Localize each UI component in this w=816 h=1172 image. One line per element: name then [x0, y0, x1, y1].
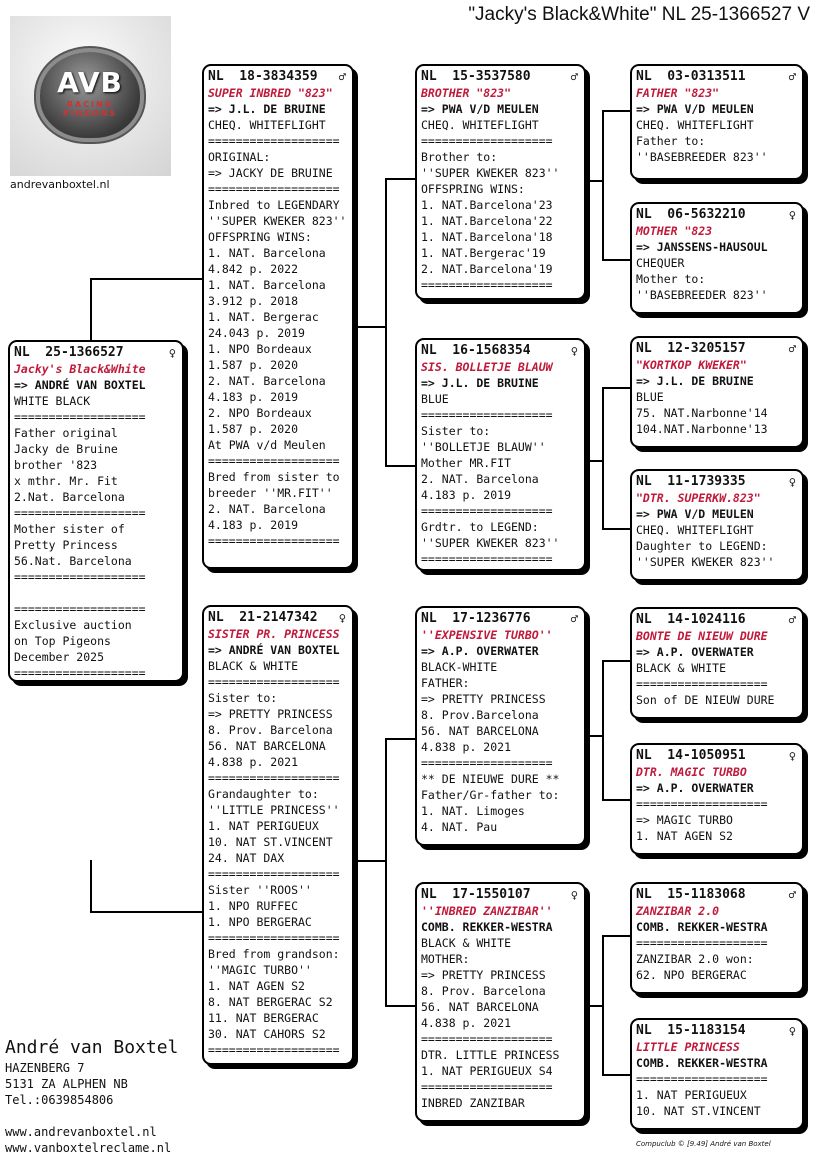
- pedigree-line: 2. NPO Bordeaux: [208, 406, 312, 420]
- pedigree-line: WHITE BLACK: [14, 394, 91, 408]
- pedigree-line: ===================: [14, 666, 146, 680]
- pigeon-card-subject: [8, 340, 184, 682]
- female-icon: ♀: [168, 346, 176, 360]
- pigeon-name: SUPER INBRED "823": [208, 86, 333, 100]
- pedigree-line: ===================: [208, 931, 340, 945]
- pedigree-line: 1. NPO Bordeaux: [208, 342, 312, 356]
- pigeon-name: BONTE DE NIEUW DURE: [636, 629, 768, 643]
- pedigree-line: ''BOLLETJE BLAUW'': [421, 440, 546, 454]
- ring-number: NL 03-0313511: [636, 69, 746, 84]
- female-icon: ♀: [570, 888, 578, 902]
- pedigree-line: ===================: [14, 410, 146, 424]
- ring-number: NL 17-1550107: [421, 887, 531, 902]
- pigeon-card-dds: [630, 882, 804, 994]
- pedigree-line: => PRETTY PRINCESS: [421, 692, 546, 706]
- pedigree-line: MOTHER:: [421, 952, 470, 966]
- pigeon-card-dsd: [630, 743, 804, 855]
- connector-line: [602, 660, 632, 662]
- pedigree-line: brother '823: [14, 458, 98, 472]
- male-icon: ♂: [338, 70, 346, 84]
- connector-line: [602, 387, 604, 529]
- female-icon: ♀: [788, 475, 796, 489]
- owner: => A.P. OVERWATER: [636, 645, 754, 659]
- pedigree-line: Sister to:: [421, 424, 491, 438]
- pedigree-line: 56.Nat. Barcelona: [14, 554, 132, 568]
- connector-line: [602, 935, 632, 937]
- owner: COMB. REKKER-WESTRA: [421, 920, 553, 934]
- pigeon-card-ssd: [630, 202, 804, 314]
- pedigree-line: Son of DE NIEUW DURE: [636, 693, 775, 707]
- pedigree-line: Exclusive auction: [14, 618, 132, 632]
- owner: => J.L. DE BRUINE: [208, 102, 326, 116]
- pedigree-line: ''SUPER KWEKER 823'': [421, 536, 560, 550]
- ring-number: NL 14-1024116: [636, 612, 746, 627]
- pigeon-name: MOTHER "823: [636, 224, 713, 238]
- ring-number: NL 16-1568354: [421, 343, 531, 358]
- pedigree-line: 1. NAT. Limoges: [421, 804, 525, 818]
- pedigree-line: FATHER:: [421, 676, 470, 690]
- connector-line: [385, 178, 417, 180]
- connector-line: [588, 735, 603, 737]
- website-link[interactable]: www.vanboxtelreclame.nl: [5, 1141, 172, 1155]
- connector-line: [90, 278, 204, 280]
- pedigree-line: CHEQUER: [636, 256, 685, 270]
- connector-line: [602, 660, 604, 800]
- pedigree-line: Father original: [14, 426, 118, 440]
- pedigree-line: DTR. LITTLE PRINCESS: [421, 1048, 560, 1062]
- pedigree-line: Father/Gr-father to:: [421, 788, 560, 802]
- connector-line: [602, 110, 632, 112]
- pedigree-line: x mthr. Mr. Fit: [14, 474, 118, 488]
- pedigree-line: Mother sister of: [14, 522, 125, 536]
- pedigree-line: BLACK-WHITE: [421, 660, 498, 674]
- pigeon-name: ''EXPENSIVE TURBO'': [421, 628, 553, 642]
- ring-number: NL 15-1183154: [636, 1023, 746, 1038]
- connector-line: [385, 178, 387, 466]
- pedigree-line: 1. NAT.Barcelona'23: [421, 198, 553, 212]
- pedigree-line: ===================: [421, 134, 553, 148]
- pedigree-line: [14, 585, 176, 601]
- pedigree-line: 4.183 p. 2019: [208, 390, 299, 404]
- pedigree-line: 1. NAT.Bergerac'19: [421, 246, 546, 260]
- connector-line: [602, 799, 632, 801]
- connector-line: [602, 528, 632, 530]
- ring-number: NL 12-3205157: [636, 341, 746, 356]
- pigeon-card-sss: [630, 64, 804, 180]
- pedigree-line: ===================: [636, 677, 768, 691]
- pedigree-line: At PWA v/d Meulen: [208, 438, 326, 452]
- pedigree-line: BLUE: [636, 390, 664, 404]
- ring-number: NL 15-3537580: [421, 69, 531, 84]
- pigeon-card-dam-dam: [415, 882, 586, 1122]
- connector-line: [385, 465, 417, 467]
- pedigree-line: ===================: [208, 534, 340, 548]
- male-icon: ♂: [570, 612, 578, 626]
- pedigree-line: 2. NAT. Barcelona: [421, 472, 539, 486]
- pedigree-line: ===================: [421, 504, 553, 518]
- pedigree-line: ''MAGIC TURBO'': [208, 963, 312, 977]
- pedigree-line: 56. NAT BARCELONA: [421, 724, 539, 738]
- software-credit: Compuclub © [9.49] André van Boxtel: [636, 1140, 771, 1148]
- pedigree-line: 62. NPO BERGERAC: [636, 968, 747, 982]
- pedigree-line: ===================: [208, 771, 340, 785]
- female-icon: ♀: [788, 1024, 796, 1038]
- pedigree-line: ** DE NIEUWE DURE **: [421, 772, 560, 786]
- website-link[interactable]: www.andrevanboxtel.nl: [5, 1125, 157, 1139]
- breeder-name: André van Boxtel: [5, 1037, 179, 1058]
- pedigree-line: BLACK & WHITE: [208, 659, 299, 673]
- owner: COMB. REKKER-WESTRA: [636, 920, 768, 934]
- pedigree-line: 1. NAT AGEN S2: [636, 829, 733, 843]
- pedigree-line: Father to:: [636, 134, 706, 148]
- pedigree-line: ===================: [208, 867, 340, 881]
- pedigree-line: => PRETTY PRINCESS: [421, 968, 546, 982]
- pedigree-line: 75. NAT.Narbonne'14: [636, 406, 768, 420]
- pedigree-line: 1.587 p. 2020: [208, 358, 299, 372]
- pigeon-name: LITTLE PRINCESS: [636, 1040, 740, 1054]
- pedigree-line: 2.Nat. Barcelona: [14, 490, 125, 504]
- pedigree-line: BLUE: [421, 392, 449, 406]
- pedigree-line: 8. NAT BERGERAC S2: [208, 995, 333, 1009]
- pedigree-line: ===================: [208, 1043, 340, 1057]
- owner: => PWA V/D MEULEN: [636, 507, 754, 521]
- pigeon-card-dam: [202, 605, 354, 1065]
- pigeon-card-dam-sire: [415, 606, 586, 846]
- connector-line: [90, 278, 92, 340]
- female-icon: ♀: [570, 344, 578, 358]
- pigeon-name: SISTER PR. PRINCESS: [208, 627, 340, 641]
- address-city: 5131 ZA ALPHEN NB: [5, 1077, 128, 1091]
- pigeon-card-sire: [202, 64, 354, 569]
- address-phone: Tel.:0639854806: [5, 1093, 114, 1107]
- pedigree-line: ===================: [208, 675, 340, 689]
- site-label: andrevanboxtel.nl: [10, 178, 110, 191]
- connector-line: [90, 860, 92, 912]
- connector-line: [356, 860, 386, 862]
- connector-line: [90, 911, 204, 913]
- pedigree-line: 4. NAT. Pau: [421, 820, 498, 834]
- owner: => J.L. DE BRUINE: [421, 376, 539, 390]
- ring-number: NL 06-5632210: [636, 207, 746, 222]
- connector-line: [602, 110, 604, 260]
- pedigree-line: 4.842 p. 2022: [208, 262, 299, 276]
- pigeon-name: BROTHER "823": [421, 86, 512, 100]
- websites: [5, 1124, 171, 1156]
- logo-subtext: RACING PIGEONS: [62, 100, 118, 118]
- owner: => ANDRÉ VAN BOXTEL: [14, 378, 146, 392]
- owner: COMB. REKKER-WESTRA: [636, 1056, 768, 1070]
- logo-badge: [40, 52, 140, 138]
- pedigree-line: ===================: [636, 936, 768, 950]
- pedigree-line: ''BASEBREEDER 823'': [636, 288, 768, 302]
- owner: => A.P. OVERWATER: [636, 781, 754, 795]
- pedigree-line: 1. NAT PERIGUEUX: [208, 819, 319, 833]
- pedigree-line: Mother to:: [636, 272, 706, 286]
- pedigree-line: ZANZIBAR 2.0 won:: [636, 952, 754, 966]
- pigeon-name: ''INBRED ZANZIBAR'': [421, 904, 553, 918]
- ring-number: NL 21-2147342: [208, 610, 318, 625]
- pedigree-line: 2. NAT. Barcelona: [208, 502, 326, 516]
- connector-line: [602, 259, 632, 261]
- owner: => JANSSENS-HAUSOUL: [636, 240, 768, 254]
- pedigree-line: CHEQ. WHITEFLIGHT: [421, 118, 539, 132]
- female-icon: ♀: [338, 611, 346, 625]
- pedigree-line: 1.587 p. 2020: [208, 422, 299, 436]
- ring-number: NL 11-1739335: [636, 474, 746, 489]
- logo-text: AVB: [57, 66, 123, 99]
- pedigree-line: 1. NAT PERIGUEUX S4: [421, 1064, 553, 1078]
- pedigree-line: 8. Prov. Barcelona: [421, 984, 546, 998]
- pedigree-line: breeder ''MR.FIT'': [208, 486, 333, 500]
- pedigree-line: 4.183 p. 2019: [421, 488, 512, 502]
- pigeon-card-sds: [630, 336, 804, 448]
- pedigree-line: Bred from sister to: [208, 470, 340, 484]
- owner: => A.P. OVERWATER: [421, 644, 539, 658]
- pedigree-line: Mother MR.FIT: [421, 456, 512, 470]
- male-icon: ♂: [788, 342, 796, 356]
- connector-line: [385, 1005, 417, 1007]
- male-icon: ♂: [788, 888, 796, 902]
- pedigree-line: 1. NAT AGEN S2: [208, 979, 305, 993]
- male-icon: ♂: [570, 70, 578, 84]
- pedigree-line: Pretty Princess: [14, 538, 118, 552]
- pedigree-line: INBRED ZANZIBAR: [421, 1096, 525, 1110]
- pedigree-line: 4.838 p. 2021: [421, 740, 512, 754]
- pedigree-line: 1. NPO RUFFEC: [208, 899, 299, 913]
- pedigree-line: 4.838 p. 2021: [208, 755, 299, 769]
- pedigree-line: ===================: [421, 552, 553, 566]
- pedigree-line: 1. NPO BERGERAC: [208, 915, 312, 929]
- pedigree-line: 56. NAT BARCELONA: [421, 1000, 539, 1014]
- owner: => PWA V/D MEULEN: [636, 102, 754, 116]
- owner: => PWA V/D MEULEN: [421, 102, 539, 116]
- pedigree-line: ===================: [208, 454, 340, 468]
- pedigree-line: December 2025: [14, 650, 105, 664]
- connector-line: [588, 1005, 603, 1007]
- connector-line: [602, 1074, 632, 1076]
- ring-number: NL 14-1050951: [636, 748, 746, 763]
- pedigree-line: 1. NAT. Barcelona: [208, 246, 326, 260]
- connector-line: [385, 738, 387, 1006]
- owner: => J.L. DE BRUINE: [636, 374, 754, 388]
- pigeon-card-sire-dam: [415, 338, 586, 571]
- pedigree-line: => MAGIC TURBO: [636, 813, 733, 827]
- pedigree-line: ===================: [421, 1080, 553, 1094]
- avb-logo: [10, 16, 171, 176]
- ring-number: NL 18-3834359: [208, 69, 318, 84]
- pedigree-line: Grdtr. to LEGEND:: [421, 520, 539, 534]
- pedigree-line: ORIGINAL:: [208, 150, 271, 164]
- pedigree-line: ===================: [14, 570, 146, 584]
- pedigree-line: 104.NAT.Narbonne'13: [636, 422, 768, 436]
- ring-number: NL 17-1236776: [421, 611, 531, 626]
- pedigree-line: CHEQ. WHITEFLIGHT: [636, 118, 754, 132]
- address-street: HAZENBERG 7: [5, 1061, 85, 1075]
- pedigree-line: 24. NAT DAX: [208, 851, 285, 865]
- pedigree-line: CHEQ. WHITEFLIGHT: [208, 118, 326, 132]
- pedigree-line: 4.183 p. 2019: [208, 518, 299, 532]
- pedigree-line: 2. NAT.Barcelona'19: [421, 262, 553, 276]
- pedigree-line: 30. NAT CAHORS S2: [208, 1027, 326, 1041]
- connector-line: [385, 738, 417, 740]
- pigeon-card-sdd: [630, 469, 804, 581]
- pedigree-line: => JACKY DE BRUINE: [208, 166, 333, 180]
- pedigree-line: ''SUPER KWEKER 823'': [636, 555, 775, 569]
- pedigree-line: 10. NAT ST.VINCENT: [208, 835, 333, 849]
- pedigree-line: OFFSPRING WINS:: [208, 230, 312, 244]
- pedigree-line: ''SUPER KWEKER 823'': [421, 166, 560, 180]
- pedigree-line: ''LITTLE PRINCESS'': [208, 803, 340, 817]
- pedigree-line: 11. NAT BERGERAC: [208, 1011, 319, 1025]
- pedigree-line: ===================: [208, 182, 340, 196]
- pedigree-line: 24.043 p. 2019: [208, 326, 305, 340]
- pedigree-line: ===================: [208, 134, 340, 148]
- pedigree-line: 10. NAT ST.VINCENT: [636, 1104, 761, 1118]
- pedigree-line: on Top Pigeons: [14, 634, 111, 648]
- pedigree-line: 1. NAT. Bergerac: [208, 310, 319, 324]
- owner: => ANDRÉ VAN BOXTEL: [208, 643, 340, 657]
- pedigree-line: 3.912 p. 2018: [208, 294, 299, 308]
- pigeon-card-ddd: [630, 1018, 804, 1130]
- pedigree-line: 1. NAT PERIGUEUX: [636, 1088, 747, 1102]
- pedigree-line: 1. NAT. Barcelona: [208, 278, 326, 292]
- pedigree-line: 56. NAT BARCELONA: [208, 739, 326, 753]
- connector-line: [588, 180, 603, 182]
- pigeon-name: "DTR. SUPERKW.823": [636, 491, 761, 505]
- pedigree-line: ===================: [14, 506, 146, 520]
- pedigree-line: ''SUPER KWEKER 823'': [208, 214, 347, 228]
- pedigree-line: ===================: [421, 756, 553, 770]
- pedigree-line: CHEQ. WHITEFLIGHT: [636, 523, 754, 537]
- pedigree-line: ===================: [636, 797, 768, 811]
- pedigree-line: ===================: [421, 408, 553, 422]
- pigeon-name: DTR. MAGIC TURBO: [636, 765, 747, 779]
- pigeon-card-dss: [630, 607, 804, 719]
- pedigree-line: Jacky de Bruine: [14, 442, 118, 456]
- pedigree-line: OFFSPRING WINS:: [421, 182, 525, 196]
- pedigree-line: 2. NAT. Barcelona: [208, 374, 326, 388]
- pedigree-line: BLACK & WHITE: [421, 936, 512, 950]
- pedigree-line: 8. Prov. Barcelona: [208, 723, 333, 737]
- pigeon-name: FATHER "823": [636, 86, 720, 100]
- ring-number: NL 25-1366527: [14, 345, 124, 360]
- ring-number: NL 15-1183068: [636, 887, 746, 902]
- pigeon-name: SIS. BOLLETJE BLAUW: [421, 360, 553, 374]
- pigeon-card-sire-sire: [415, 64, 586, 300]
- pedigree-line: Bred from grandson:: [208, 947, 340, 961]
- pedigree-line: 8. Prov.Barcelona: [421, 708, 539, 722]
- pigeon-name: ZANZIBAR 2.0: [636, 904, 720, 918]
- pedigree-line: Daughter to LEGEND:: [636, 539, 768, 553]
- male-icon: ♂: [788, 70, 796, 84]
- pedigree-line: ===================: [421, 1032, 553, 1046]
- pedigree-line: ===================: [14, 602, 146, 616]
- pedigree-line: 1. NAT.Barcelona'18: [421, 230, 553, 244]
- pedigree-line: BLACK & WHITE: [636, 661, 727, 675]
- pedigree-line: ===================: [636, 1072, 768, 1086]
- connector-line: [356, 326, 386, 328]
- page-title: "Jacky's Black&White" NL 25-1366527 V: [468, 4, 810, 25]
- pedigree-line: Brother to:: [421, 150, 498, 164]
- pedigree-line: ===================: [421, 278, 553, 292]
- male-icon: ♂: [788, 613, 796, 627]
- connector-line: [602, 387, 632, 389]
- breeder-address: [5, 1036, 178, 1108]
- connector-line: [588, 460, 603, 462]
- female-icon: ♀: [788, 749, 796, 763]
- pedigree-line: 1. NAT.Barcelona'22: [421, 214, 553, 228]
- pedigree-line: 4.838 p. 2021: [421, 1016, 512, 1030]
- pedigree-line: Grandaughter to:: [208, 787, 319, 801]
- pedigree-line: Sister to:: [208, 691, 278, 705]
- pigeon-name: Jacky's Black&White: [14, 362, 146, 376]
- pigeon-name: "KORTKOP KWEKER": [636, 358, 747, 372]
- pedigree-line: ''BASEBREEDER 823'': [636, 150, 768, 164]
- pedigree-line: Inbred to LEGENDARY: [208, 198, 340, 212]
- female-icon: ♀: [788, 208, 796, 222]
- pedigree-line: => PRETTY PRINCESS: [208, 707, 333, 721]
- pedigree-line: Sister ''ROOS'': [208, 883, 312, 897]
